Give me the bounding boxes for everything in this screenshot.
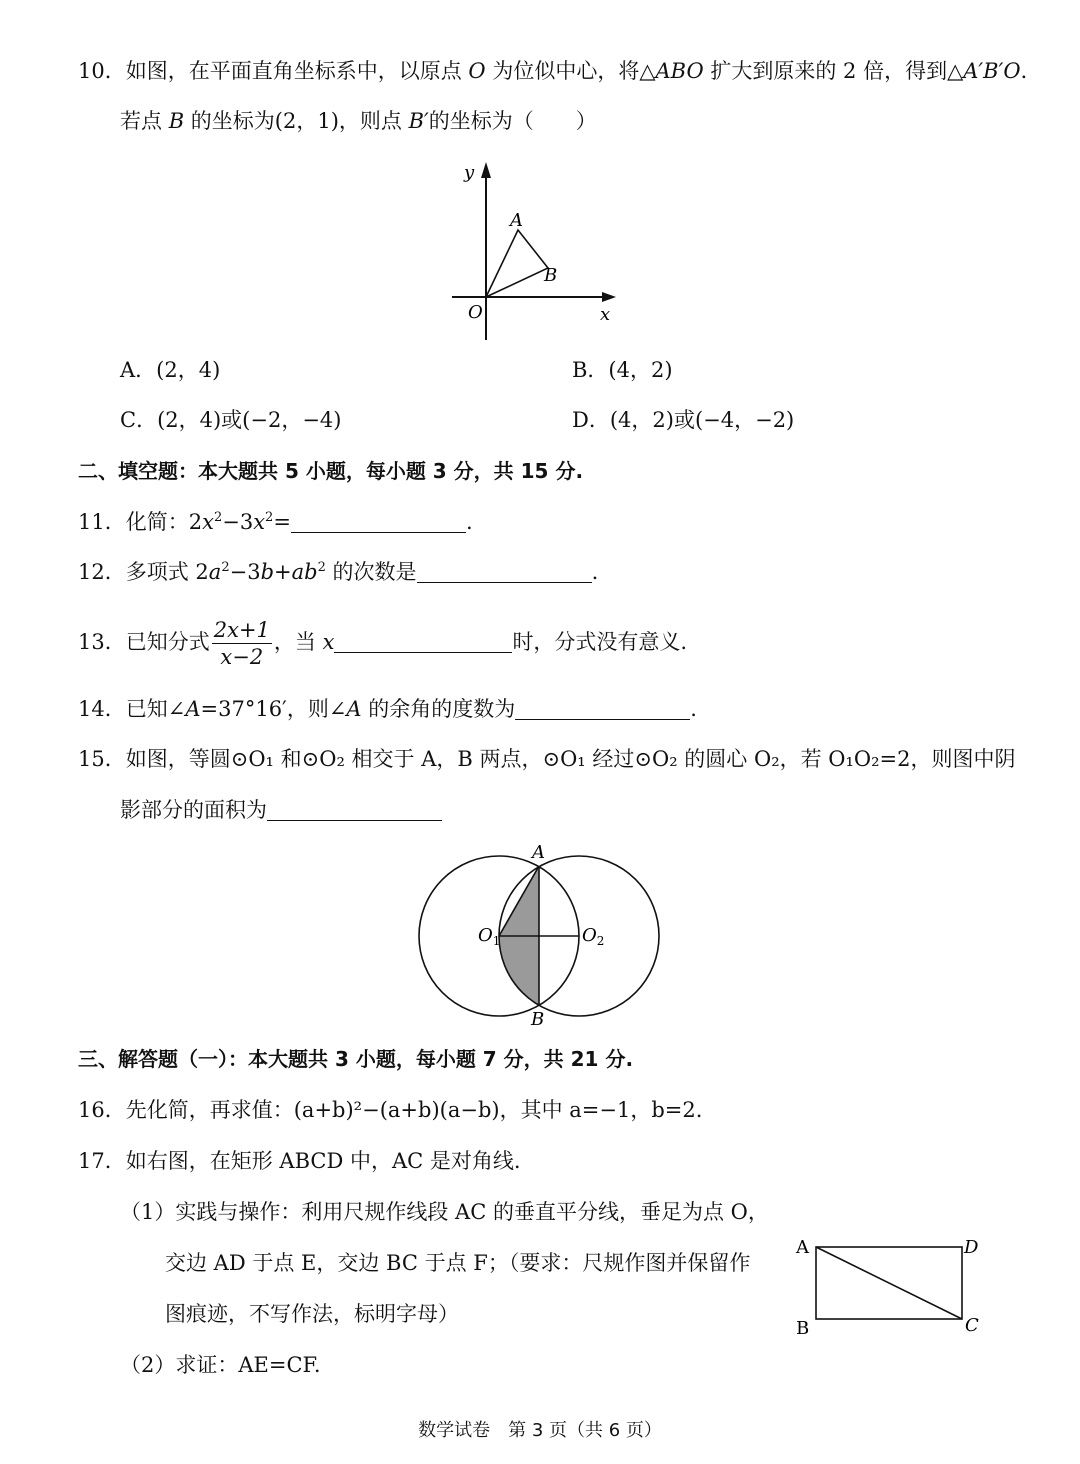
q11-answer-blank[interactable] bbox=[291, 510, 466, 533]
q15-answer-blank[interactable] bbox=[267, 798, 442, 821]
a-label: A bbox=[532, 842, 545, 863]
b-label: B bbox=[531, 1009, 545, 1030]
b-label: B bbox=[796, 1318, 810, 1339]
q15-line1: 15．如图，等圆⊙O₁ 和⊙O₂ 相交于 A，B 两点，⊙O₁ 经过⊙O₂ 的圆心 O₂，若 O₁O₂=2，则图中阴 bbox=[78, 747, 1016, 771]
q17-part1-line1: （1）实践与操作：利用尺规作线段 AC 的垂直平分线，垂足为点 O， bbox=[120, 1200, 769, 1224]
q14: 14．已知∠A=37°16′，则∠A 的余角的度数为 . bbox=[78, 697, 697, 721]
q15-circles-figure bbox=[410, 838, 670, 1033]
q17-part1-line2: 交边 AD 于点 E，交边 BC 于点 F；（要求：尺规作图并保留作 bbox=[165, 1251, 751, 1275]
q10-coordinate-figure bbox=[440, 150, 640, 350]
q10-option-c[interactable]: C．(2，4)或(−2，−4) bbox=[120, 408, 342, 432]
q12: 12．多项式 $2a^2-3b+ab^2$ 的次数是 . bbox=[78, 560, 599, 584]
q11: 11．化简：$2x^2-3x^2=$ . bbox=[78, 510, 473, 534]
q14-answer-blank[interactable] bbox=[515, 697, 690, 720]
q10-option-d[interactable]: D．(4，2)或(−4，−2) bbox=[572, 408, 795, 432]
q17: 17．如右图，在矩形 ABCD 中，AC 是对角线. bbox=[78, 1149, 521, 1173]
y-label: y bbox=[464, 162, 475, 183]
o1-label: $O_1$ bbox=[478, 925, 501, 948]
q13: 13．已知分式 $\frac{2x+1}{x-2}$ ，当 x 时，分式没有意义. bbox=[78, 618, 688, 669]
q15-line2: 影部分的面积为 bbox=[120, 795, 442, 825]
q17-rectangle-figure bbox=[790, 1230, 990, 1342]
d-label: D bbox=[964, 1237, 979, 1258]
q12-answer-blank[interactable] bbox=[417, 560, 592, 583]
o-label: O bbox=[468, 302, 483, 323]
q10-option-b[interactable]: B．(4，2) bbox=[572, 358, 673, 382]
q13-answer-blank[interactable] bbox=[334, 630, 512, 653]
section3-title: 三、解答题（一）：本大题共 3 小题，每小题 7 分，共 21 分. bbox=[78, 1047, 634, 1071]
o2-label: $O_2$ bbox=[582, 925, 605, 948]
a-label: A bbox=[796, 1237, 809, 1258]
y-axis-arrow bbox=[481, 162, 491, 178]
q10-line1: 10．如图，在平面直角坐标系中，以原点 O 为位似中心，将△ABO 扩大到原来的 2 倍，得到△A′B′O． bbox=[78, 59, 1042, 83]
q10-line2: 若点 B 的坐标为(2，1)，则点 B′的坐标为（ ） bbox=[120, 109, 597, 133]
c-label: C bbox=[965, 1315, 979, 1336]
a-label: A bbox=[510, 210, 523, 231]
q16: 16．先化简，再求值：(a+b)²−(a+b)(a−b)，其中 a=−1，b=2. bbox=[78, 1098, 703, 1122]
diagonal-ac bbox=[816, 1247, 962, 1319]
q17-part1-line3: 图痕迹，不写作法，标明字母） bbox=[165, 1302, 459, 1326]
section2-title: 二、填空题：本大题共 5 小题，每小题 3 分，共 15 分. bbox=[78, 459, 584, 483]
q13-fraction: $\frac{2x+1}{x-2}$ bbox=[213, 618, 270, 669]
q10-number: 10． bbox=[78, 59, 126, 83]
b-label: B bbox=[544, 265, 558, 286]
triangle-abo bbox=[486, 230, 548, 297]
q17-part2: （2）求证：AE=CF. bbox=[120, 1353, 321, 1377]
page-footer: 数学试卷 第 3 页（共 6 页） bbox=[418, 1420, 662, 1441]
q10-option-a[interactable]: A．(2，4) bbox=[120, 358, 221, 382]
x-axis-arrow bbox=[602, 292, 616, 302]
x-label: x bbox=[600, 304, 611, 325]
